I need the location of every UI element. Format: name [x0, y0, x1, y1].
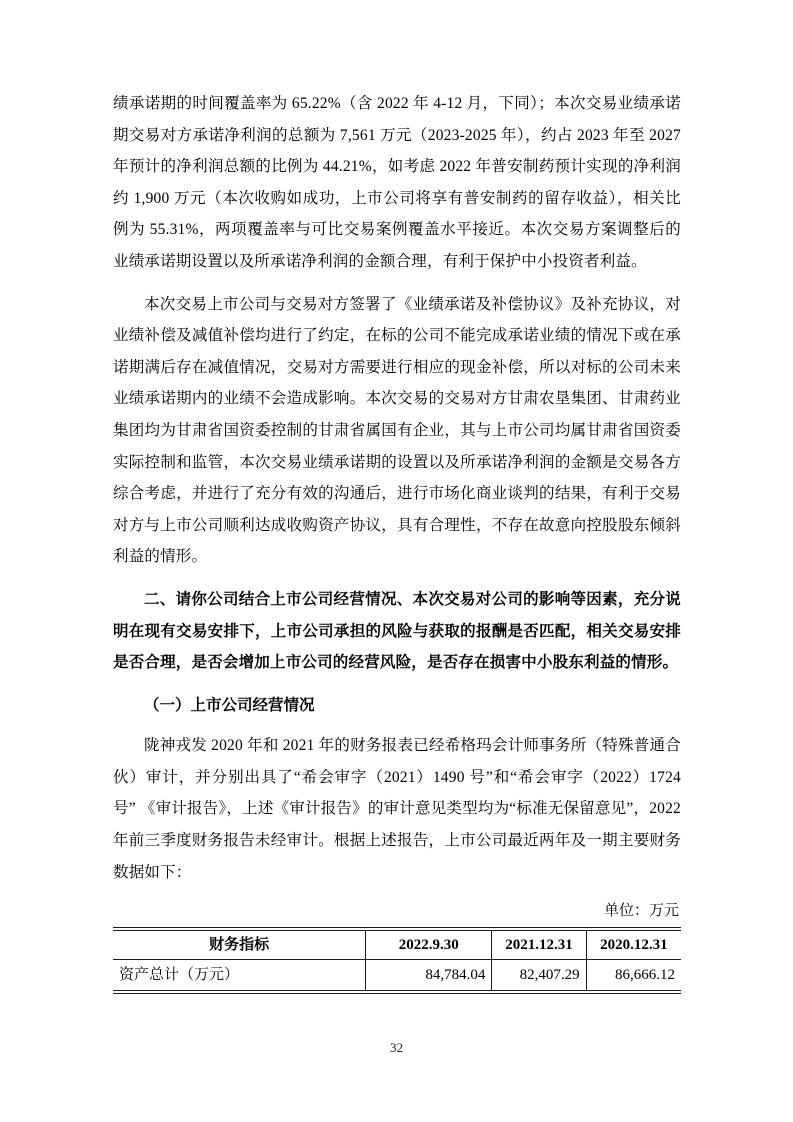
question-two-heading: 二、请你公司结合上市公司经营情况、本次交易对公司的影响等因素，充分说明在现有交易安排下，上市公司承担的风险与获取的报酬是否匹配，相关交易安排是否合理，是否会增加上市公司的经营风险，是否存在损害中小股东利益的情形。	[113, 590, 681, 672]
table-cell-total-assets-2022: 84,784.04	[366, 960, 492, 993]
paragraph-performance-commitment-coverage: 绩承诺期的时间覆盖率为 65.22%（含 2022 年 4-12 月，下同）；本次交易业绩承诺期交易对方承诺净利润的总额为 7,561 万元（2023-2025 年），约占 2023 年至 2027 年预计的净利润总额的比例为 44.21%，如考虑 2022 年普安制药预计实现的净利润约 1,900 万元（本次收购如成功，上市公司将享有普安制药的留存收益），相关比例为 55.31%，两项覆盖率与可比交易案例覆盖水平接近。本次交易方案调整后的业绩承诺期设置以及所承诺净利润的金额合理，有利于保护中小投资者利益。	[113, 95, 681, 270]
table-header-indicator: 财务指标	[113, 929, 366, 960]
table-unit-label: 单位：万元	[603, 903, 679, 920]
table-cell-total-assets-2021: 82,407.29	[492, 960, 586, 993]
financial-data-table	[113, 927, 681, 994]
table-header-date-2020: 2020.12.31	[586, 929, 681, 960]
table-row-total-assets	[113, 960, 681, 993]
table-cell-total-assets-label: 资产总计（万元）	[119, 967, 240, 984]
section-one-heading: （一）上市公司经营情况	[144, 696, 315, 714]
table-header-date-2021: 2021.12.31	[492, 929, 586, 960]
paragraph-audit-reports: 陇神戎发 2020 年和 2021 年的财务报表已经希格玛会计师事务所（特殊普通合伙）审计，并分别出具了“希会审字（2021）1490 号”和“希会审字（2022）1724 号” 《审计报告》，上述《审计报告》的审计意见类型均为“标准无保留意见”，2022 年前三季度财务报告未经审计。根据上述报告，上市公司最近两年及一期主要财务数据如下：	[113, 737, 681, 881]
table-header-date-2022: 2022.9.30	[366, 929, 492, 960]
page-number: 32	[390, 1040, 403, 1055]
paragraph-compensation-agreement: 本次交易上市公司与交易对方签署了《业绩承诺及补偿协议》及补充协议，对业绩补偿及减值补偿均进行了约定，在标的公司不能完成承诺业绩的情况下或在承诺期满后存在减值情况，交易对方需要进行相应的现金补偿，所以对标的公司未来业绩承诺期内的业绩不会造成影响。本次交易的交易对方甘肃农垦集团、甘肃药业集团均为甘肃省国资委控制的甘肃省属国有企业，其与上市公司均属甘肃省国资委实际控制和监管，本次交易业绩承诺期的设置以及所承诺净利润的金额是交易各方综合考虑，并进行了充分有效的沟通后，进行市场化商业谈判的结果，有利于交易对方与上市公司顺利达成收购资产协议，具有合理性，不存在故意向控股股东倾斜利益的情形。	[113, 295, 681, 566]
table-header-row	[113, 929, 681, 960]
table-cell-total-assets-2020: 86,666.12	[586, 960, 681, 993]
